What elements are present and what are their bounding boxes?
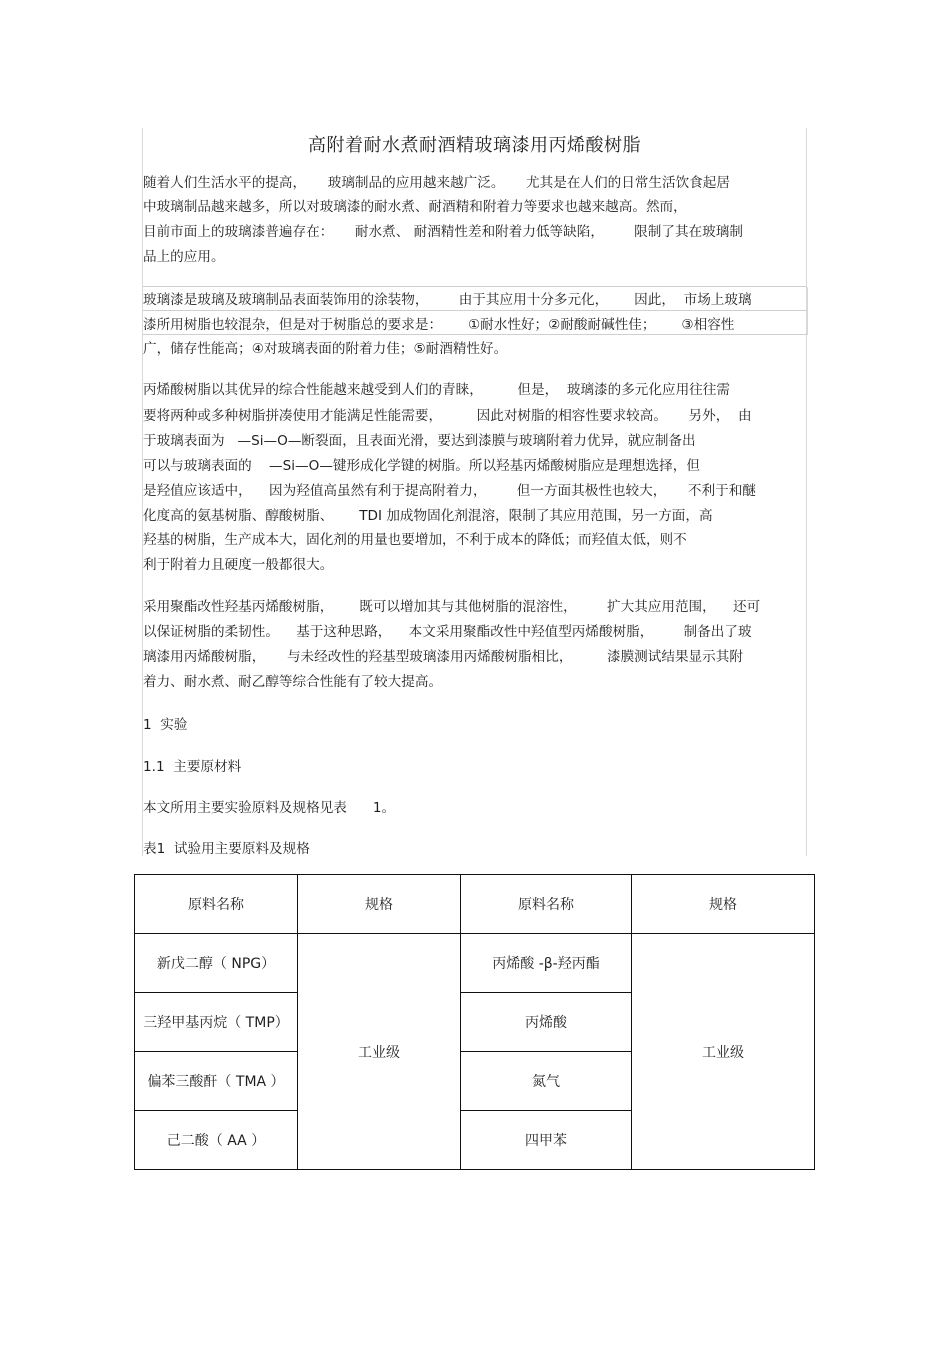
left-material-cell: 偏苯三酸酐（ TMA ） xyxy=(135,1052,298,1111)
left-material-cell: 三羟甲基丙烷（ TMP） xyxy=(135,993,298,1052)
paragraph-3-line-3: 于玻璃表面为 —Si—O—断裂面，且表面光滑，要达到漆膜与玻璃附着力优异，就应制备出 xyxy=(143,433,696,449)
section-heading-1-1: 1.1 主要原材料 xyxy=(143,759,242,775)
paragraph-2-line-1: 玻璃漆是玻璃及玻璃制品表面装饰用的涂装物， 由于其应用十分多元化， 因此， 市场上玻璃 xyxy=(143,292,752,308)
header-material-name-1: 原料名称 xyxy=(135,875,298,934)
paragraph-3-line-8: 利于附着力且硬度一般都很大。 xyxy=(143,557,334,573)
paragraph-3-line-6: 化度高的氨基树脂、醇酸树脂、 TDI 加成物固化剂混溶，限制了其应用范围，另一方面，高 xyxy=(143,508,713,524)
paragraph-4-line-3: 璃漆用丙烯酸树脂， 与未经改性的羟基型玻璃漆用丙烯酸树脂相比， 漆膜测试结果显示其附 xyxy=(143,649,743,665)
paragraph-2-line-3: 广，储存性能高；④对玻璃表面的附着力佳；⑤耐酒精性好。 xyxy=(143,341,508,357)
paragraph-4-line-1: 采用聚酯改性羟基丙烯酸树脂， 既可以增加其与其他树脂的混溶性， 扩大其应用范围， 还可 xyxy=(143,599,761,615)
right-material-cell: 四甲苯 xyxy=(461,1111,632,1170)
paragraph-1-line-4: 品上的应用。 xyxy=(143,249,225,265)
paragraph-3-line-5: 是羟值应该适中， 因为羟值高虽然有利于提高附着力， 但一方面其极性也较大， 不利于和醚 xyxy=(143,483,756,499)
paragraph-1-line-3: 目前市面上的玻璃漆普遍存在： 耐水煮、 耐酒精性差和附着力低等缺陷， 限制了其在玻璃制 xyxy=(143,224,743,240)
paragraph-3-line-4: 可以与玻璃表面的 —Si—O—键形成化学键的树脂。所以羟基丙烯酸树脂应是理想选择，但 xyxy=(143,458,700,474)
header-material-name-2: 原料名称 xyxy=(461,875,632,934)
header-spec-2: 规格 xyxy=(632,875,815,934)
right-material-cell: 丙烯酸 -β-羟丙酯 xyxy=(461,934,632,993)
table-caption: 表1 试验用主要原料及规格 xyxy=(143,841,310,857)
header-spec-1: 规格 xyxy=(298,875,461,934)
paragraph-3-line-1: 丙烯酸树脂以其优异的综合性能越来越受到人们的青睐， 但是， 玻璃漆的多元化应用往往需 xyxy=(143,382,730,398)
right-material-cell: 氮气 xyxy=(461,1052,632,1111)
paragraph-1-line-1: 随着人们生活水平的提高， 玻璃制品的应用越来越广泛。 尤其是在人们的日常生活饮食起居 xyxy=(143,175,730,191)
paragraph-rule-3 xyxy=(143,334,807,335)
paragraph-4-line-4: 着力、耐水煮、耐乙醇等综合性能有了较大提高。 xyxy=(143,674,443,690)
table-row xyxy=(135,934,815,993)
left-material-cell: 己二酸（ AA ） xyxy=(135,1111,298,1170)
table-header-row xyxy=(135,875,815,934)
page-border-right-inner xyxy=(807,287,808,335)
paragraph-4-line-2: 以保证树脂的柔韧性。 基于这种思路， 本文采用聚酯改性中羟值型丙烯酸树脂， 制备出了玻 xyxy=(143,624,752,640)
paragraph-rule-2 xyxy=(143,310,807,311)
spec-cell-right: 工业级 xyxy=(632,934,815,1170)
right-material-cell: 丙烯酸 xyxy=(461,993,632,1052)
section-heading-1: 1 实验 xyxy=(143,717,188,733)
paragraph-1-line-2: 中玻璃制品越来越多，所以对玻璃漆的耐水煮、耐酒精和附着力等要求也越来越高。然而， xyxy=(143,199,687,215)
materials-table xyxy=(134,874,815,1170)
page-title: 高附着耐水煮耐酒精玻璃漆用丙烯酸树脂 xyxy=(308,135,641,156)
paragraph-rule-1 xyxy=(143,286,807,287)
materials-note: 本文所用主要实验原料及规格见表 1。 xyxy=(143,800,396,816)
paragraph-2-line-2: 漆所用树脂也较混杂，但是对于树脂总的要求是： ①耐水性好；②耐酸耐碱性佳； ③相容性 xyxy=(143,317,735,333)
paragraph-3-line-7: 羟基的树脂，生产成本大，固化剂的用量也要增加，不利于成本的降低；而羟值太低，则不 xyxy=(143,532,687,548)
left-material-cell: 新戊二醇（ NPG） xyxy=(135,934,298,993)
page-border-right xyxy=(806,128,807,856)
paragraph-3-line-2: 要将两种或多种树脂拼凑使用才能满足性能需要， 因此对树脂的相容性要求较高。 另外， 由 xyxy=(143,408,752,424)
spec-cell-left: 工业级 xyxy=(298,934,461,1170)
